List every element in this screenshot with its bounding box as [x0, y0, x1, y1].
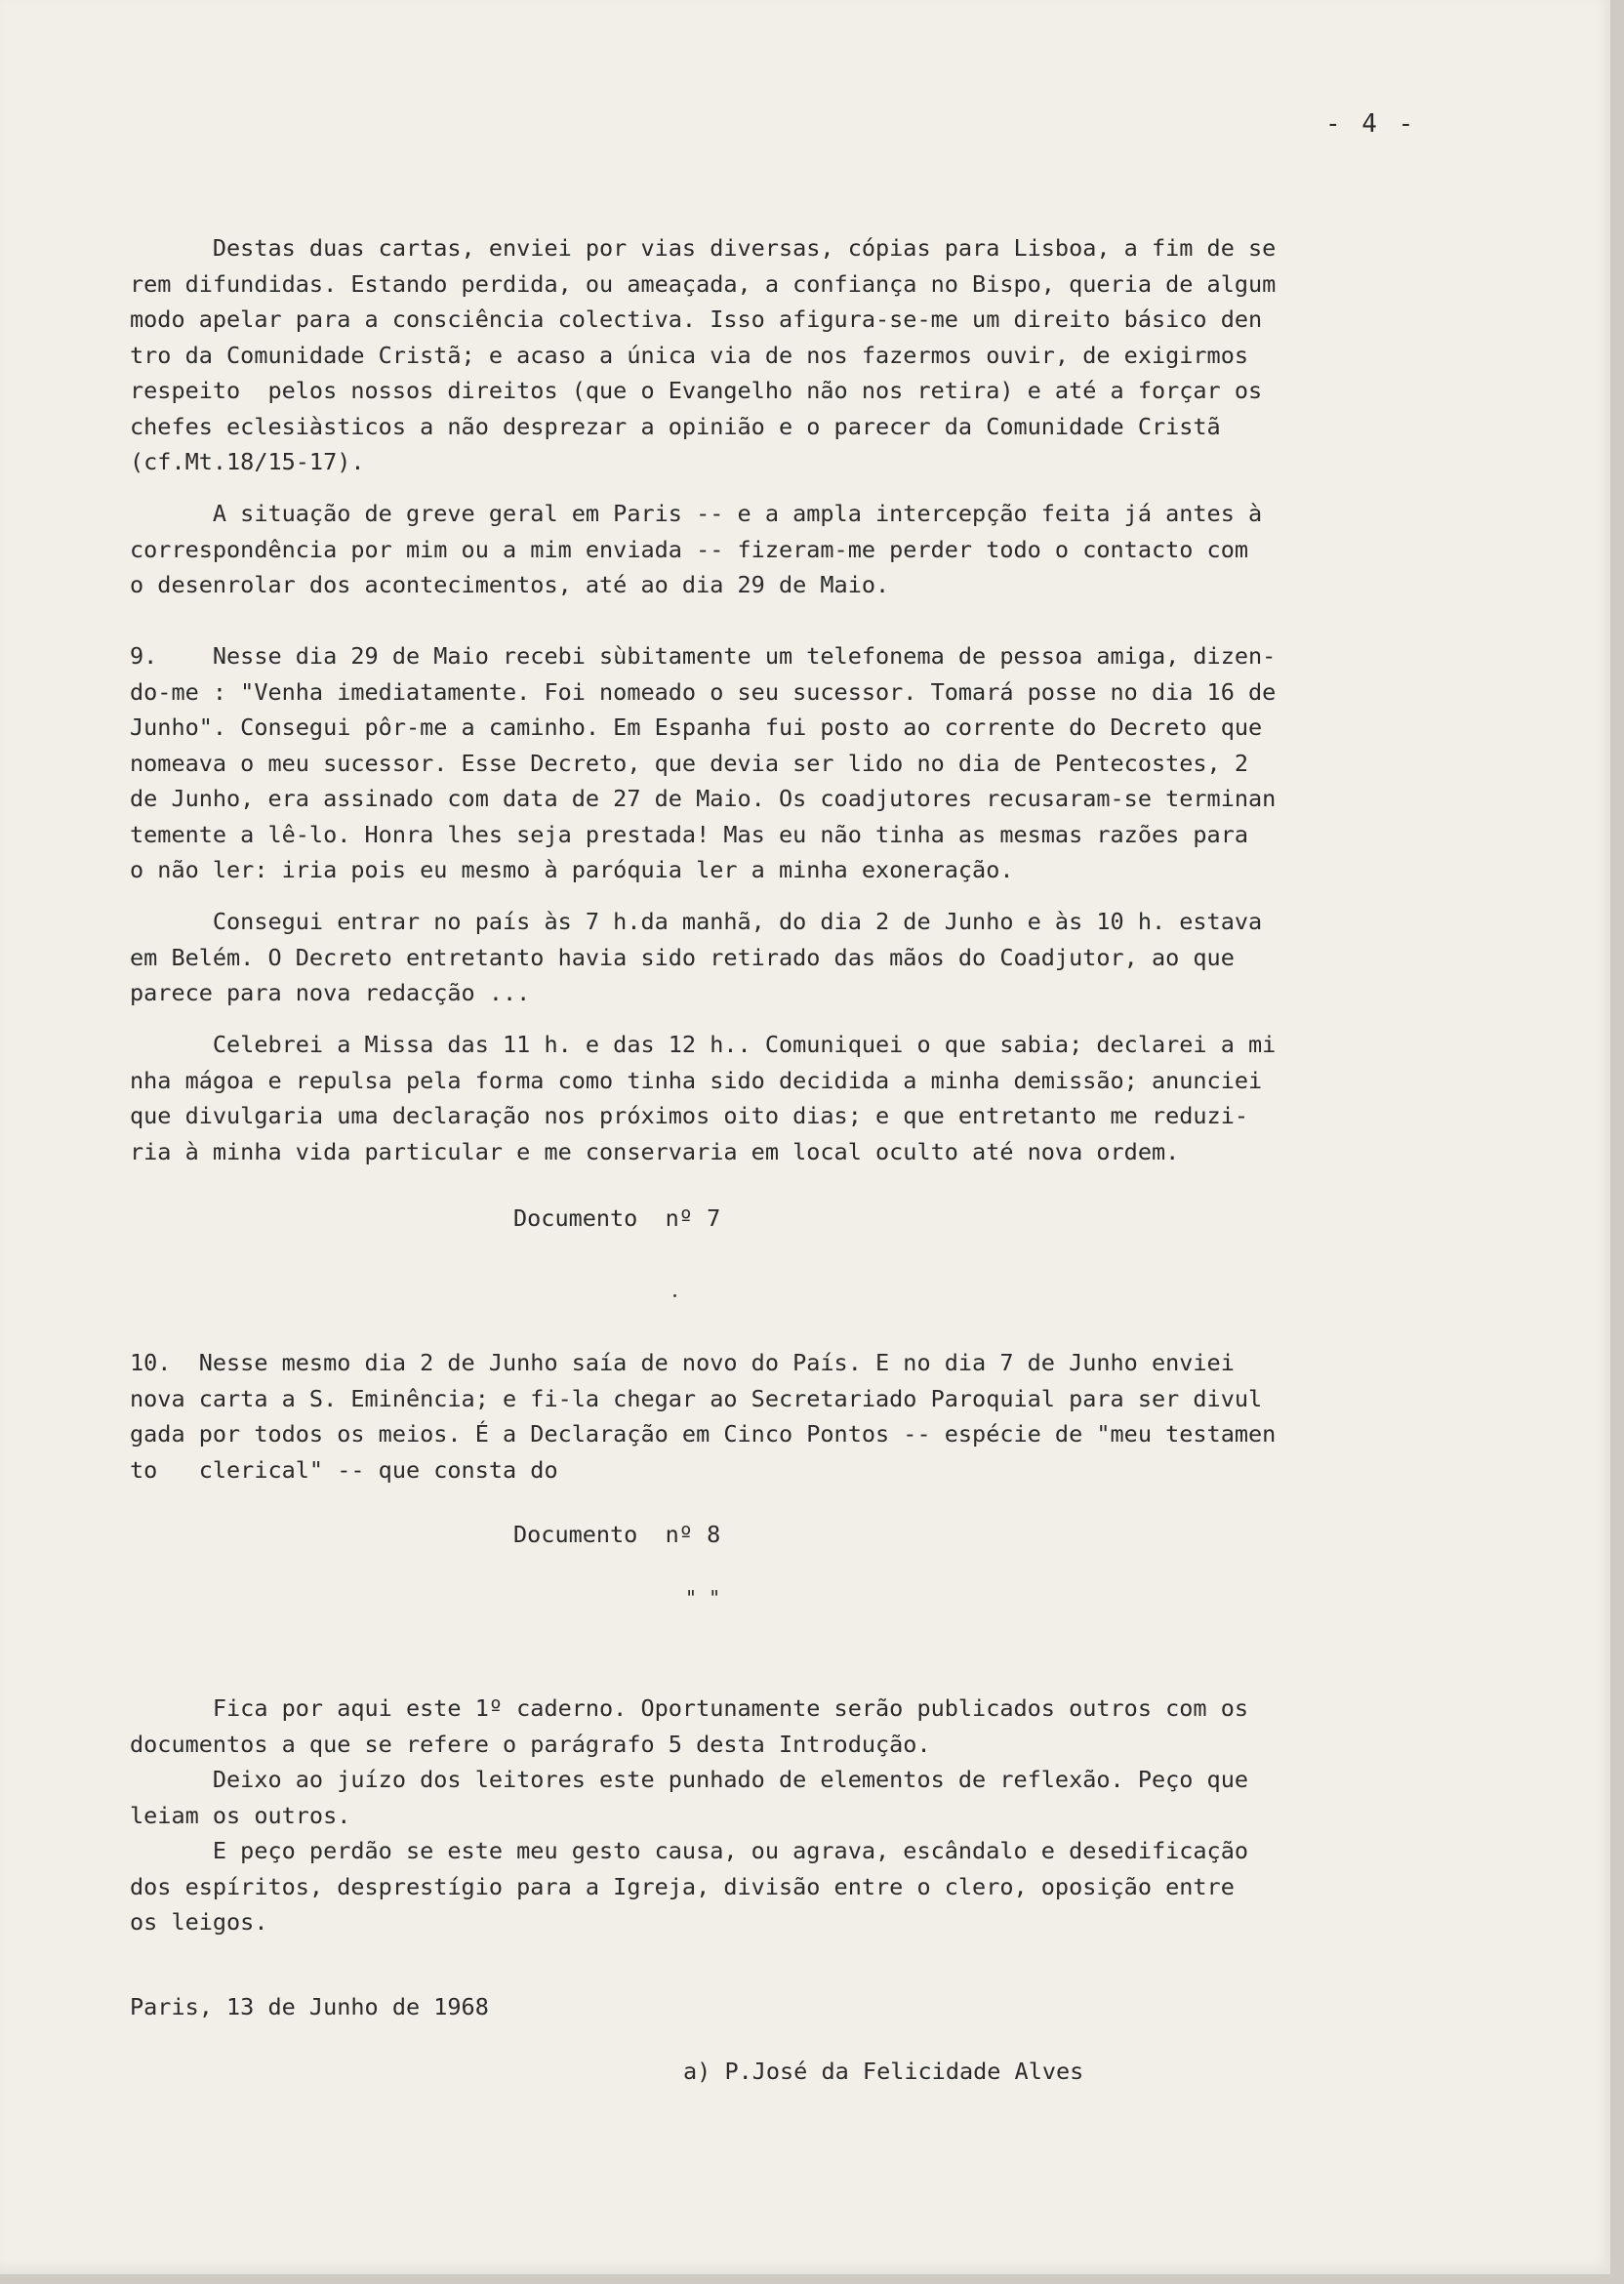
- text-line: tro da Comunidade Cristã; e acaso a única via de nos fazermos ouvir, de exigirmos: [130, 341, 1249, 369]
- text-line: parece para nova redacção ...: [130, 979, 531, 1006]
- text-line: leiam os outros.: [130, 1801, 351, 1829]
- text-line: rem difundidas. Estando perdida, ou ameaçada, a confiança no Bispo, queria de algum: [130, 269, 1277, 298]
- paragraph-conclusao: [130, 1691, 1399, 1940]
- text-line: Destas duas cartas, enviei por vias diversas, cópias para Lisboa, a fim de se: [130, 234, 1277, 262]
- text-line: os leigos.: [130, 1908, 268, 1936]
- text-line: nova carta a S. Eminência; e fi-la chegar ao Secretariado Paroquial para ser divul: [130, 1384, 1263, 1412]
- paragraph-chegada-belem: [130, 904, 1399, 1011]
- text-line: o não ler: iria pois eu mesmo à paróquia ler a minha exoneração.: [130, 856, 1014, 883]
- paragraph-missa: [130, 1027, 1399, 1169]
- text-line: nha mágoa e repulsa pela forma como tinha sido decidida a minha demissão; anunciei: [130, 1066, 1263, 1094]
- page-edge-right: [1610, 0, 1624, 2284]
- page-edge-bottom: [0, 2274, 1624, 2284]
- text-line: gada por todos os meios. É a Declaração em Cinco Pontos -- espécie de "meu testamen: [130, 1420, 1277, 1448]
- text-line: do-me : "Venha imediatamente. Foi nomeado o seu sucessor. Tomará posse no dia 16 de: [130, 677, 1277, 706]
- text-line: documentos a que se refere o parágrafo 5 desta Introdução.: [130, 1730, 931, 1758]
- paragraph-greve-paris: [130, 496, 1399, 603]
- signature: a) P.José da Felicidade Alves: [683, 2058, 1084, 2085]
- text-line: Fica por aqui este 1º caderno. Oportunamente serão publicados outros com os: [130, 1694, 1249, 1722]
- text-line: chefes eclesiàsticos a não desprezar a opinião e o parecer da Comunidade Cristã: [130, 412, 1221, 440]
- text-line: respeito pelos nossos direitos (que o Evangelho não nos retira) e até a forçar os: [130, 377, 1263, 404]
- text-line: de Junho, era assinado com data de 27 de Maio. Os coadjutores recusaram-se terminan: [130, 785, 1277, 812]
- text-line: Deixo ao juízo dos leitores este punhado de elementos de reflexão. Peço que: [130, 1766, 1249, 1793]
- page-number: - 4 -: [1325, 109, 1417, 139]
- paragraph-9-sucessor: [130, 638, 1399, 888]
- separator-dot: [673, 1294, 676, 1297]
- paragraph-cartas-lisboa: [130, 230, 1399, 480]
- text-line: ria à minha vida particular e me conservaria em local oculto até nova ordem.: [130, 1137, 1180, 1165]
- text-line: o desenrolar dos acontecimentos, até ao dia 29 de Maio.: [130, 571, 890, 598]
- place-and-date: Paris, 13 de Junho de 1968: [130, 1993, 489, 2020]
- document-8-heading: Documento nº 8: [513, 1521, 721, 1548]
- text-line: modo apelar para a consciência colectiva. Isso afigura-se-me um direito básico den: [130, 306, 1263, 333]
- text-line: (cf.Mt.18/15-17).: [130, 448, 365, 475]
- text-line: E peço perdão se este meu gesto causa, ou agrava, escândalo e desedificação: [130, 1837, 1249, 1864]
- text-line: A situação de greve geral em Paris -- e a ampla intercepção feita já antes à: [130, 500, 1263, 527]
- text-line: nomeava o meu sucessor. Esse Decreto, que devia ser lido no dia de Pentecostes, 2: [130, 749, 1249, 777]
- text-line: Junho". Consegui pôr-me a caminho. Em Espanha fui posto ao corrente do Decreto que: [130, 714, 1263, 741]
- text-line: to clerical" -- que consta do: [130, 1455, 558, 1484]
- text-line: em Belém. O Decreto entretanto havia sido retirado das mãos do Coadjutor, ao que: [130, 943, 1235, 971]
- paragraph-10-declaracao: [130, 1345, 1399, 1488]
- text-line: 10. Nesse mesmo dia 2 de Junho saía de novo do País. E no dia 7 de Junho enviei: [130, 1349, 1235, 1376]
- text-line: 9. Nesse dia 29 de Maio recebi sùbitamente um telefonema de pessoa amiga, dizen-: [130, 642, 1277, 670]
- document-7-heading: Documento nº 7: [513, 1204, 721, 1232]
- ditto-marks: " ": [685, 1586, 721, 1610]
- text-line: Consegui entrar no país às 7 h.da manhã, do dia 2 de Junho e às 10 h. estava: [130, 908, 1263, 935]
- text-line: temente a lê-lo. Honra lhes seja prestada! Mas eu não tinha as mesmas razões para: [130, 820, 1249, 848]
- text-line: que divulgaria uma declaração nos próximos oito dias; e que entretanto me reduzi-: [130, 1102, 1249, 1129]
- text-line: dos espíritos, desprestígio para a Igreja, divisão entre o clero, oposição entre: [130, 1872, 1235, 1900]
- text-line: Celebrei a Missa das 11 h. e das 12 h.. Comuniquei o que sabia; declarei a mi: [130, 1031, 1277, 1058]
- text-line: correspondência por mim ou a mim enviada -- fizeram-me perder todo o contacto com: [130, 535, 1249, 563]
